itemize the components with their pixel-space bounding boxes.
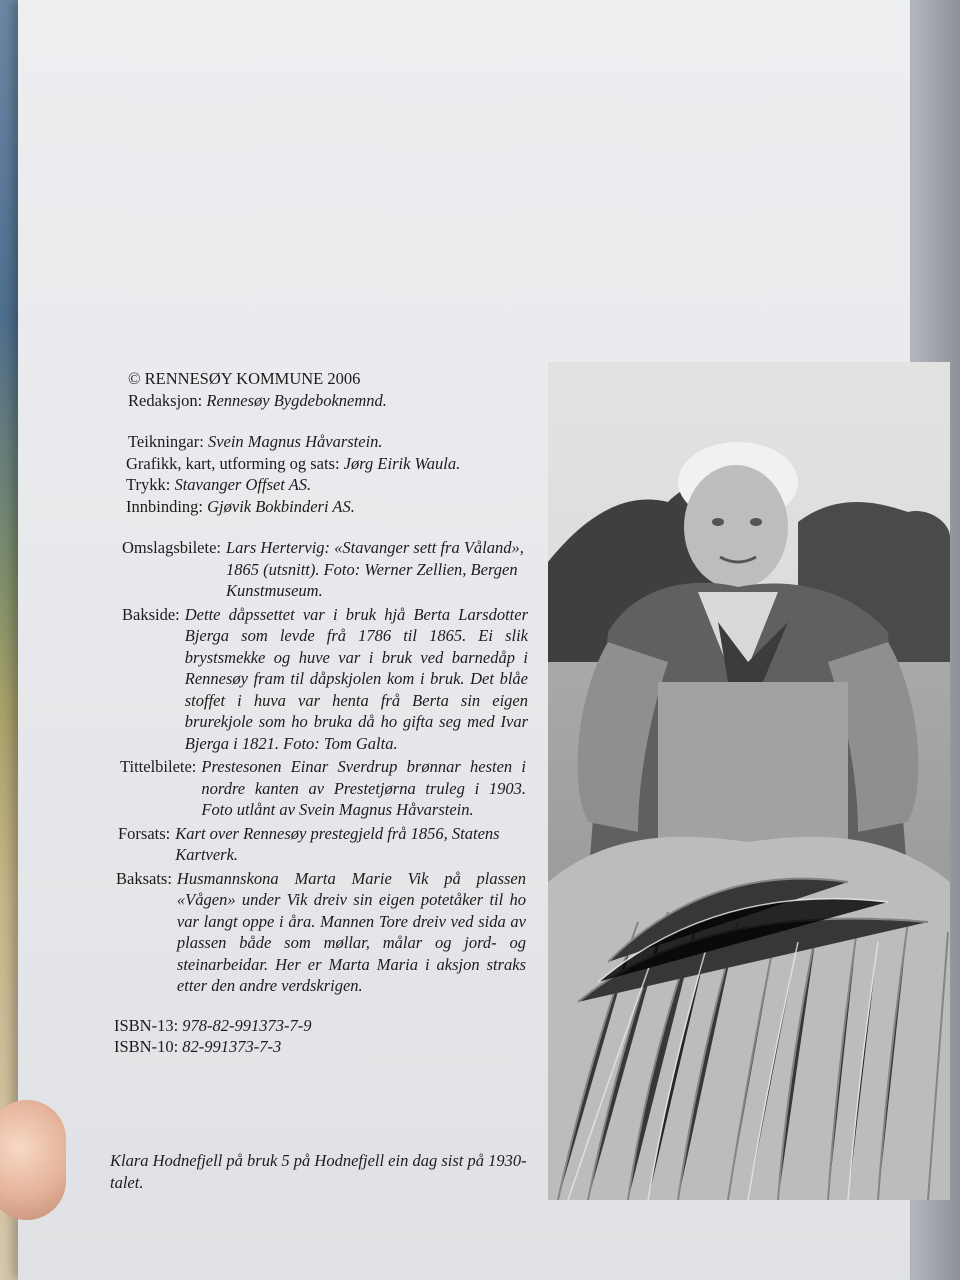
teikningar-label: Teikningar:: [128, 432, 204, 451]
baksats-entry: [108, 868, 526, 997]
copyright-line: © RENNESØY KOMMUNE 2006: [128, 369, 361, 388]
baksats-label: Baksats:: [116, 868, 172, 888]
portrait-photo: [548, 362, 950, 1200]
forsats-value: Kart over Rennesøy prestegjeld frå 1856, Statens Kartverk.: [175, 823, 500, 864]
isbn13-value: 978-82-991373-7-9: [182, 1015, 312, 1035]
tittel-entry: [108, 756, 526, 821]
tittel-label: Tittelbilete:: [120, 757, 197, 776]
colophon-text: [108, 368, 538, 1058]
innbinding-line: [108, 496, 538, 518]
innbinding-value: Gjøvik Bokbinderi AS.: [207, 496, 355, 516]
trykk-value: Stavanger Offset AS.: [174, 475, 312, 494]
isbn10-line: [108, 1036, 538, 1058]
photo-caption: Klara Hodnefjell på bruk 5 på Hodnefjell ein dag sist på 1930-talet.: [110, 1151, 527, 1192]
redaksjon-line: [108, 390, 538, 412]
innbinding-label: Innbinding:: [126, 496, 203, 516]
grafikk-line: [108, 453, 538, 475]
tittel-value: Prestesonen Einar Sverdrup brønnar hesten i nordre kanten av Prestetjørna truleg i 1903. Foto utlånt av Svein Magnus Håvarstein.: [201, 757, 526, 819]
thumb: [0, 1100, 66, 1220]
isbn10-label: ISBN-10:: [114, 1037, 179, 1056]
isbn10-value: 82-991373-7-3: [182, 1037, 282, 1056]
omslag-value: Lars Hertervig: «Stavanger sett fra Våland», 1865 (utsnitt). Foto: Werner Zellien, Bergen Kunstmuseum.: [225, 538, 524, 600]
forsats-label: Forsats:: [118, 823, 171, 843]
bakside-entry: [108, 604, 528, 755]
bakside-label: Bakside:: [122, 604, 180, 624]
redaksjon-label: Redaksjon:: [128, 390, 203, 410]
trykk-line: [108, 474, 538, 496]
omslag-entry: [108, 537, 528, 602]
grafikk-value: Jørg Eirik Waula.: [343, 453, 461, 473]
baksats-value: Husmannskona Marta Marie Vik på plassen «Vågen» under Vik dreiv sin eigen potetåker til ho var langt oppe i åra. Mannen Tore dreiv ved sida av plassen både som møllar, målar og jord- og steinarbeidar. Her er Marta Maria i aksjon straks etter den andre verdskrigen.: [176, 868, 526, 995]
isbn13-line: [108, 1015, 538, 1037]
teikningar-value: Svein Magnus Håvarstein.: [207, 432, 383, 451]
grafikk-label: Grafikk, kart, utforming og sats:: [126, 453, 340, 473]
teikningar-line: [108, 431, 538, 453]
isbn13-label: ISBN-13:: [114, 1015, 179, 1035]
bakside-value: Dette dåpssettet var i bruk hjå Berta Larsdotter Bjerga som levde frå 1786 til 1865. Ei slik brystsmekke og huve var i bruk ved barnedåp i Rennesøy fram til dåpskjolen kom i bruk. Det blåe stoffet i huva var henta frå Berta sin eigen brurekjole som ho bruka då ho gifta seg med Ivar Bjerga i 1821. Foto: Tom Galta.: [184, 604, 528, 753]
photo-illustration: [548, 362, 950, 1200]
forsats-entry: [108, 823, 534, 866]
omslag-label: Omslagsbilete:: [122, 538, 221, 557]
redaksjon-value: Rennesøy Bygdeboknemnd.: [206, 390, 387, 410]
trykk-label: Trykk:: [126, 475, 171, 494]
